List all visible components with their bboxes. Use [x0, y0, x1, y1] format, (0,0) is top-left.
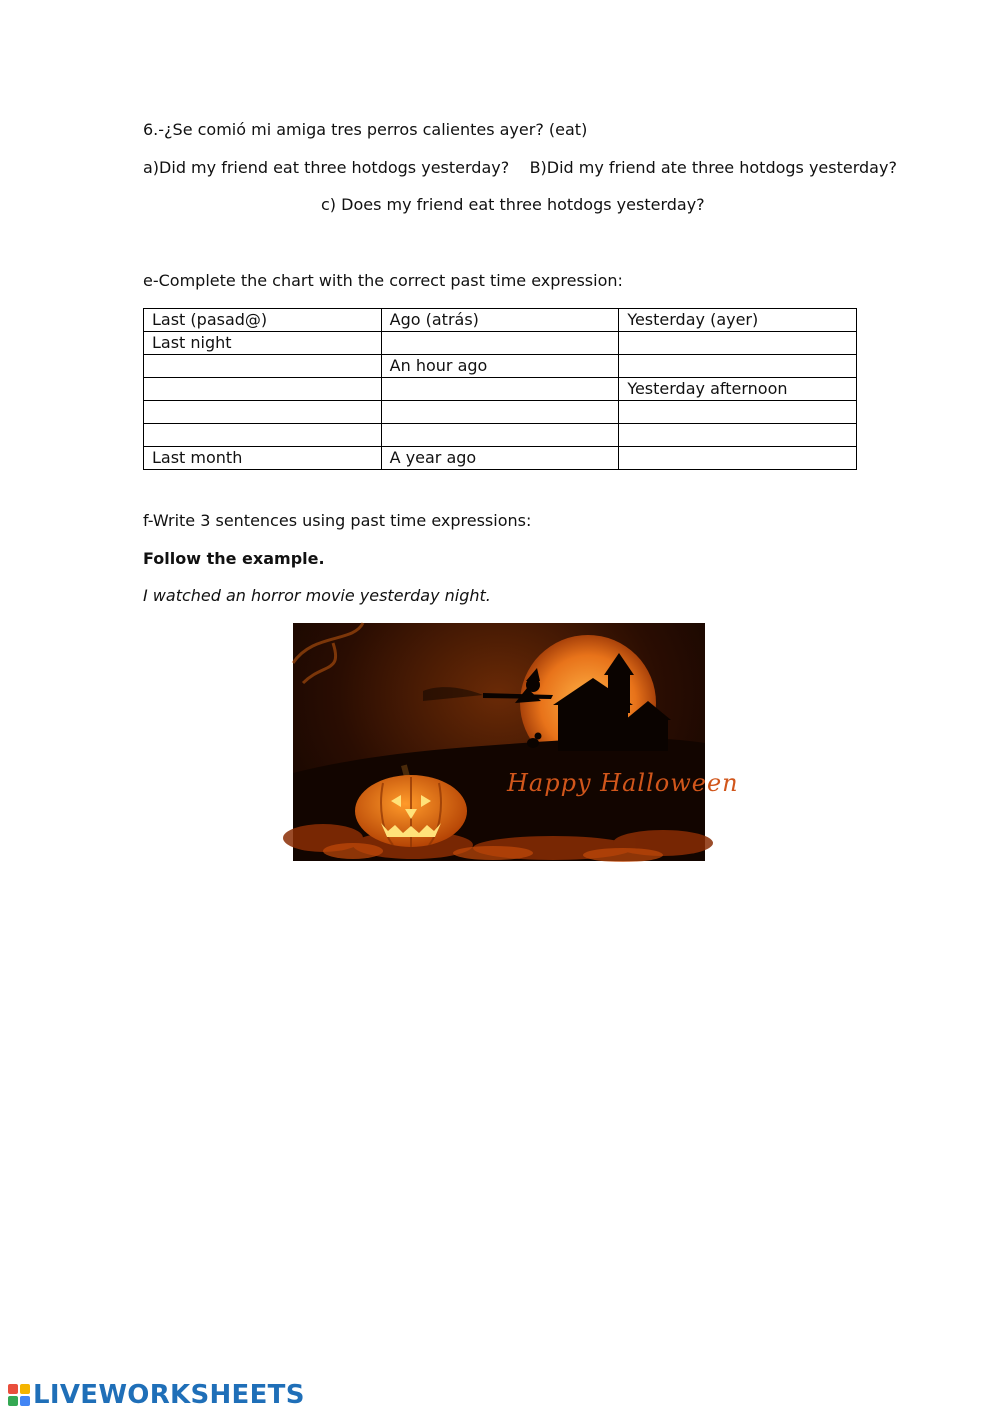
liveworksheets-logo[interactable] — [8, 1380, 305, 1410]
section-e-instruction: e-Complete the chart with the correct past time expression: — [143, 271, 623, 290]
table-cell[interactable] — [381, 332, 619, 355]
question-6-prompt: 6.-¿Se comió mi amiga tres perros calientes ayer? (eat) — [143, 120, 588, 139]
table-cell[interactable] — [144, 355, 382, 378]
table-cell[interactable]: A year ago — [381, 447, 619, 470]
table-cell[interactable]: Last month — [144, 447, 382, 470]
table-cell[interactable] — [619, 424, 857, 447]
table-cell[interactable] — [381, 401, 619, 424]
table-cell[interactable] — [619, 355, 857, 378]
table-row — [144, 355, 857, 378]
table-cell[interactable] — [144, 378, 382, 401]
table-cell[interactable] — [619, 332, 857, 355]
example-sentence: I watched an horror movie yesterday night. — [143, 586, 491, 605]
logo-blocks-icon — [8, 1384, 30, 1406]
brand-name: LIVEWORKSHEETS — [33, 1380, 305, 1410]
table-cell[interactable] — [144, 401, 382, 424]
table-cell[interactable] — [619, 447, 857, 470]
table-cell[interactable]: Yesterday afternoon — [619, 378, 857, 401]
table-header-row — [144, 309, 857, 332]
table-row — [144, 332, 857, 355]
header-ago: Ago (atrás) — [381, 309, 619, 332]
witch-icon — [423, 668, 553, 703]
happy-halloween-text: Happy Halloween — [507, 769, 739, 797]
table-row — [144, 424, 857, 447]
table-cell[interactable]: Last night — [144, 332, 382, 355]
option-b: B)Did my friend ate three hotdogs yesterday? — [529, 158, 897, 177]
table-cell[interactable] — [619, 401, 857, 424]
header-last: Last (pasad@) — [144, 309, 382, 332]
table-row — [144, 378, 857, 401]
table-cell[interactable] — [381, 378, 619, 401]
option-c: c) Does my friend eat three hotdogs yesterday? — [321, 195, 705, 214]
follow-example-label: Follow the example. — [143, 549, 325, 568]
table-cell[interactable] — [381, 424, 619, 447]
halloween-image — [293, 623, 739, 861]
section-f-instruction: f-Write 3 sentences using past time expressions: — [143, 511, 532, 530]
table-cell[interactable] — [144, 424, 382, 447]
header-yesterday: Yesterday (ayer) — [619, 309, 857, 332]
past-time-expression-chart — [143, 308, 857, 470]
option-a: a)Did my friend eat three hotdogs yesterday? — [143, 158, 510, 177]
table-row — [144, 447, 857, 470]
halloween-scene-icon — [293, 623, 739, 861]
table-cell[interactable]: An hour ago — [381, 355, 619, 378]
question-6-options-ab — [143, 158, 897, 177]
table-row — [144, 401, 857, 424]
